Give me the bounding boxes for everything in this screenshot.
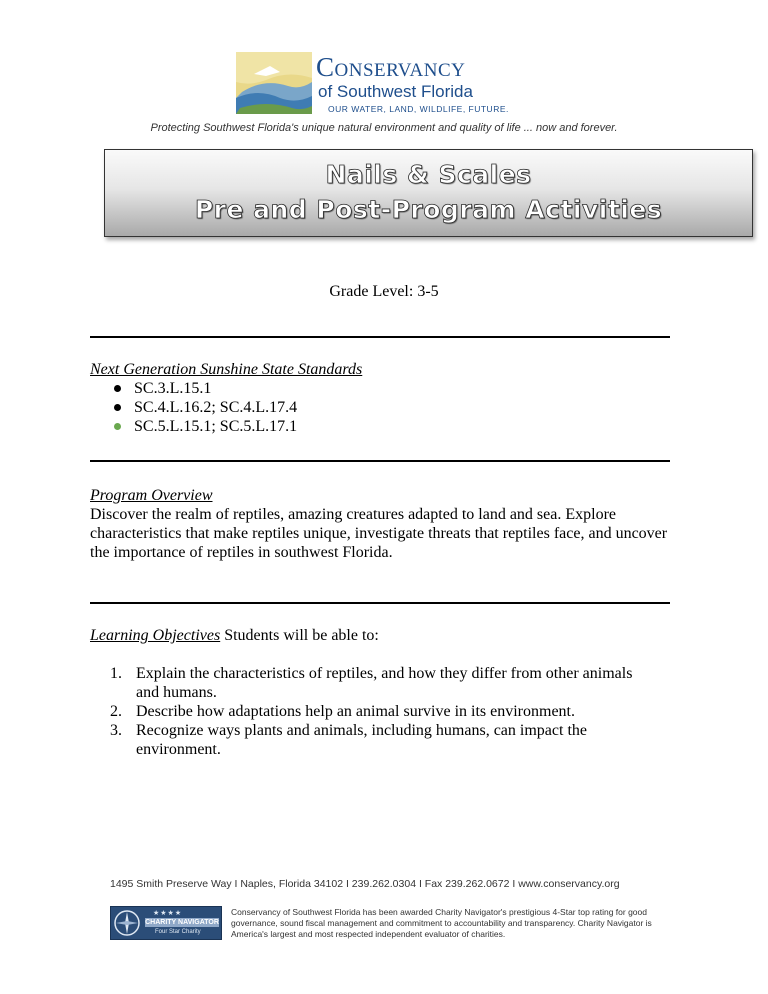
standard-code: SC.3.L.15.1 bbox=[134, 380, 212, 397]
objective-text: Describe how adaptations help an animal survive in its environment. bbox=[136, 703, 575, 720]
list-item bbox=[110, 379, 297, 398]
org-name-subtitle: of Southwest Florida bbox=[318, 82, 473, 101]
header-mission: Protecting Southwest Florida's unique natural environment and quality of life ... now and forever. bbox=[150, 122, 618, 134]
item-number: 1. bbox=[110, 665, 122, 682]
standards-list bbox=[110, 379, 297, 436]
badge-stars: ★★★★ bbox=[153, 909, 183, 917]
compass-icon bbox=[113, 909, 141, 937]
overview-text: Discover the realm of reptiles, amazing creatures adapted to land and sea. Explore characteristics that make reptiles unique, investigate threats that reptiles face, and uncover the importance of reptiles in southwest Florida. bbox=[90, 506, 668, 561]
list-item bbox=[110, 417, 297, 436]
banner-title: Nails & Scales bbox=[325, 160, 532, 189]
divider bbox=[90, 336, 670, 338]
overview-heading: Program Overview bbox=[90, 487, 213, 504]
footer-charity-text: Conservancy of Southwest Florida has been awarded Charity Navigator's prestigious 4-Star top rating for good governance, sound fiscal management and commitment to accountability and transparency. Charity Navigator is America's largest and most respected independent evaluator of charities. bbox=[231, 907, 652, 939]
banner-subtitle: Pre and Post-Program Activities bbox=[194, 195, 663, 224]
objectives-list bbox=[110, 664, 650, 759]
org-tagline: OUR WATER, LAND, WILDLIFE, FUTURE. bbox=[328, 104, 509, 114]
standards-heading: Next Generation Sunshine State Standards bbox=[90, 361, 363, 378]
charity-navigator-badge bbox=[110, 906, 222, 940]
divider bbox=[90, 460, 670, 462]
item-number: 3. bbox=[110, 722, 122, 739]
conservancy-logo-icon bbox=[236, 52, 312, 114]
bullet-icon bbox=[114, 423, 121, 430]
title-banner bbox=[104, 149, 753, 237]
badge-subtitle: Four Star Charity bbox=[155, 929, 201, 935]
standard-code: SC.4.L.16.2; SC.4.L.17.4 bbox=[134, 399, 298, 416]
objectives-heading: Learning Objectives bbox=[90, 627, 221, 644]
list-item bbox=[110, 664, 650, 702]
objective-text: Explain the characteristics of reptiles, and how they differ from other animals and humans. bbox=[136, 665, 633, 701]
grade-level: Grade Level: 3-5 bbox=[329, 283, 439, 300]
divider bbox=[90, 602, 670, 604]
org-name: Conservancy bbox=[316, 52, 466, 82]
objectives-intro-text: Students will be able to: bbox=[220, 627, 379, 644]
standard-code: SC.5.L.15.1; SC.5.L.17.1 bbox=[134, 418, 298, 435]
footer-address: 1495 Smith Preserve Way I Naples, Florida 34102 I 239.262.0304 I Fax 239.262.0672 I www.conservancy.org bbox=[110, 878, 620, 890]
bullet-icon bbox=[114, 385, 121, 392]
badge-name: CHARITY NAVIGATOR bbox=[145, 919, 219, 926]
list-item bbox=[110, 721, 650, 759]
objective-text: Recognize ways plants and animals, including humans, can impact the environment. bbox=[136, 722, 587, 758]
item-number: 2. bbox=[110, 703, 122, 720]
list-item bbox=[110, 398, 297, 417]
list-item bbox=[110, 702, 650, 721]
objectives-intro bbox=[90, 626, 379, 645]
bullet-icon bbox=[114, 404, 121, 411]
